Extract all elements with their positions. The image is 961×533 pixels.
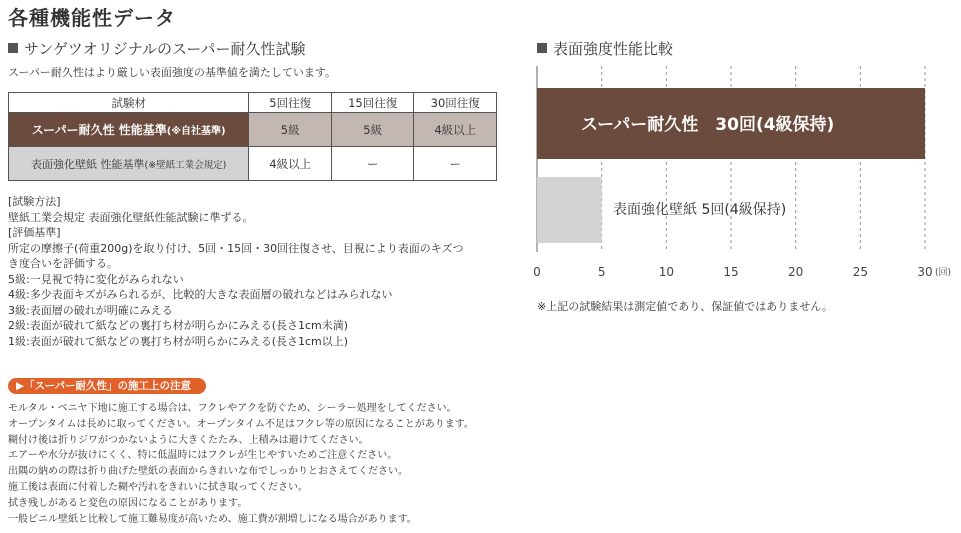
table-cell: ー (414, 147, 497, 181)
section-heading-left (8, 38, 306, 59)
criteria-text: き度合いを評価する。 (8, 257, 118, 270)
x-tick-label: 15 (723, 265, 739, 279)
spec-table (8, 92, 497, 181)
bar-label: スーパー耐久性 30回(4級保持) (581, 115, 835, 135)
grade-item: 1級:表面が破れて紙などの裏打ち材が明らかにみえる(長さ1cm以上) (8, 334, 349, 348)
method-text: 壁紙工業会規定 表面強化壁紙性能試験に準ずる。 (8, 210, 254, 224)
bar-surface-reinforced (537, 177, 602, 243)
list-item: モルタル・ベニヤ下地に施工する場合は、フクレやアクを防ぐため、シーラー処理をしてください。 (8, 403, 457, 414)
section-heading-right-text: 表面強度性能比較 (553, 40, 674, 58)
grade-item: 3級:表面層の破れが明確にみえる (8, 303, 173, 317)
grade-item: 5級:一見視で特に変化がみられない (8, 272, 184, 286)
table-row-label: 表面強化壁紙 性能基準(※壁紙工業会規定) (9, 147, 249, 181)
table-header: 15回往復 (331, 93, 414, 113)
table-cell: 5級 (249, 113, 332, 147)
table-header: 30回往復 (414, 93, 497, 113)
bar-label: 表面強化壁紙 5回(4級保持) (613, 202, 787, 218)
list-item: オープンタイムは長めに取ってください。オープンタイム不足はフクレ等の原因になることがあります。 (8, 418, 474, 430)
criteria-text: 所定の摩擦子(荷重200g)を取り付け、5回・15回・30回往復させ、目視により表面のキズつ (8, 241, 464, 255)
footnote: ※上記の試験結果は測定値であり、保証値ではありません。 (537, 300, 833, 313)
test-notes (8, 194, 498, 349)
list-item: 拭き残しがあると変色の原因になることがあります。 (8, 497, 248, 509)
table-cell: ー (331, 147, 414, 181)
criteria-title: [評価基準] (8, 226, 61, 239)
table-cell: 4級以上 (414, 113, 497, 147)
x-tick-label: 20 (788, 265, 804, 279)
section-heading-left-text: サンゲツオリジナルのスーパー耐久性試験 (24, 40, 306, 58)
method-title: [試験方法] (8, 195, 61, 208)
page-title: 各種機能性データ (8, 6, 176, 30)
table-row-label: スーパー耐久性 性能基準(※自社基準) (9, 113, 249, 147)
table-row (9, 113, 497, 147)
section-heading-right (537, 38, 673, 59)
grade-item: 4級:多少表面キズがみられるが、比較的大きな表面層の破れなどはみられない (8, 288, 393, 301)
list-item: 施工後は表面に付着した糊や汚れをきれいに拭き取ってください。 (8, 481, 308, 493)
intro-text: スーパー耐久性はより厳しい表面強度の基準値を満たしています。 (8, 66, 337, 79)
table-cell: 5級 (331, 113, 414, 147)
x-tick-label: 10 (658, 265, 674, 279)
strength-chart (520, 62, 961, 287)
table-cell: 4級以上 (249, 147, 332, 181)
list-item: 一般ビニル壁紙と比較して施工難易度が高いため、施工費が割増しになる場合があります。 (8, 513, 417, 525)
x-axis-ticks (533, 265, 932, 279)
list-item: 出隅の納めの際は折り曲げた壁紙の表面からきれいな布でしっかりとおさえてください。 (8, 466, 408, 478)
table-row (9, 147, 497, 181)
list-item: エアーや水分が抜けにくく、特に低温時にはフクレが生じやすいためご注意ください。 (8, 450, 398, 462)
x-axis-unit: (回) (935, 268, 952, 278)
table-header: 試験材 (9, 93, 249, 113)
table-header-row (9, 93, 497, 113)
x-tick-label: 25 (852, 265, 868, 279)
x-tick-label: 5 (597, 265, 606, 279)
caution-tag: ▶「スーパー耐久性」の施工上の注意 (8, 378, 206, 394)
x-tick-label: 30 (917, 265, 933, 279)
caution-list (8, 401, 508, 527)
list-item: 糊付け後は折りジワがつかないように大きくたたみ、上積みは避けてください。 (8, 434, 369, 446)
square-bullet-icon (8, 43, 18, 53)
table-header: 5回往復 (249, 93, 332, 113)
grade-item: 2級:表面が破れて紙などの裏打ち材が明らかにみえる(長さ1cm未満) (8, 319, 349, 332)
square-bullet-icon (537, 43, 547, 53)
x-tick-label: 0 (533, 265, 541, 279)
